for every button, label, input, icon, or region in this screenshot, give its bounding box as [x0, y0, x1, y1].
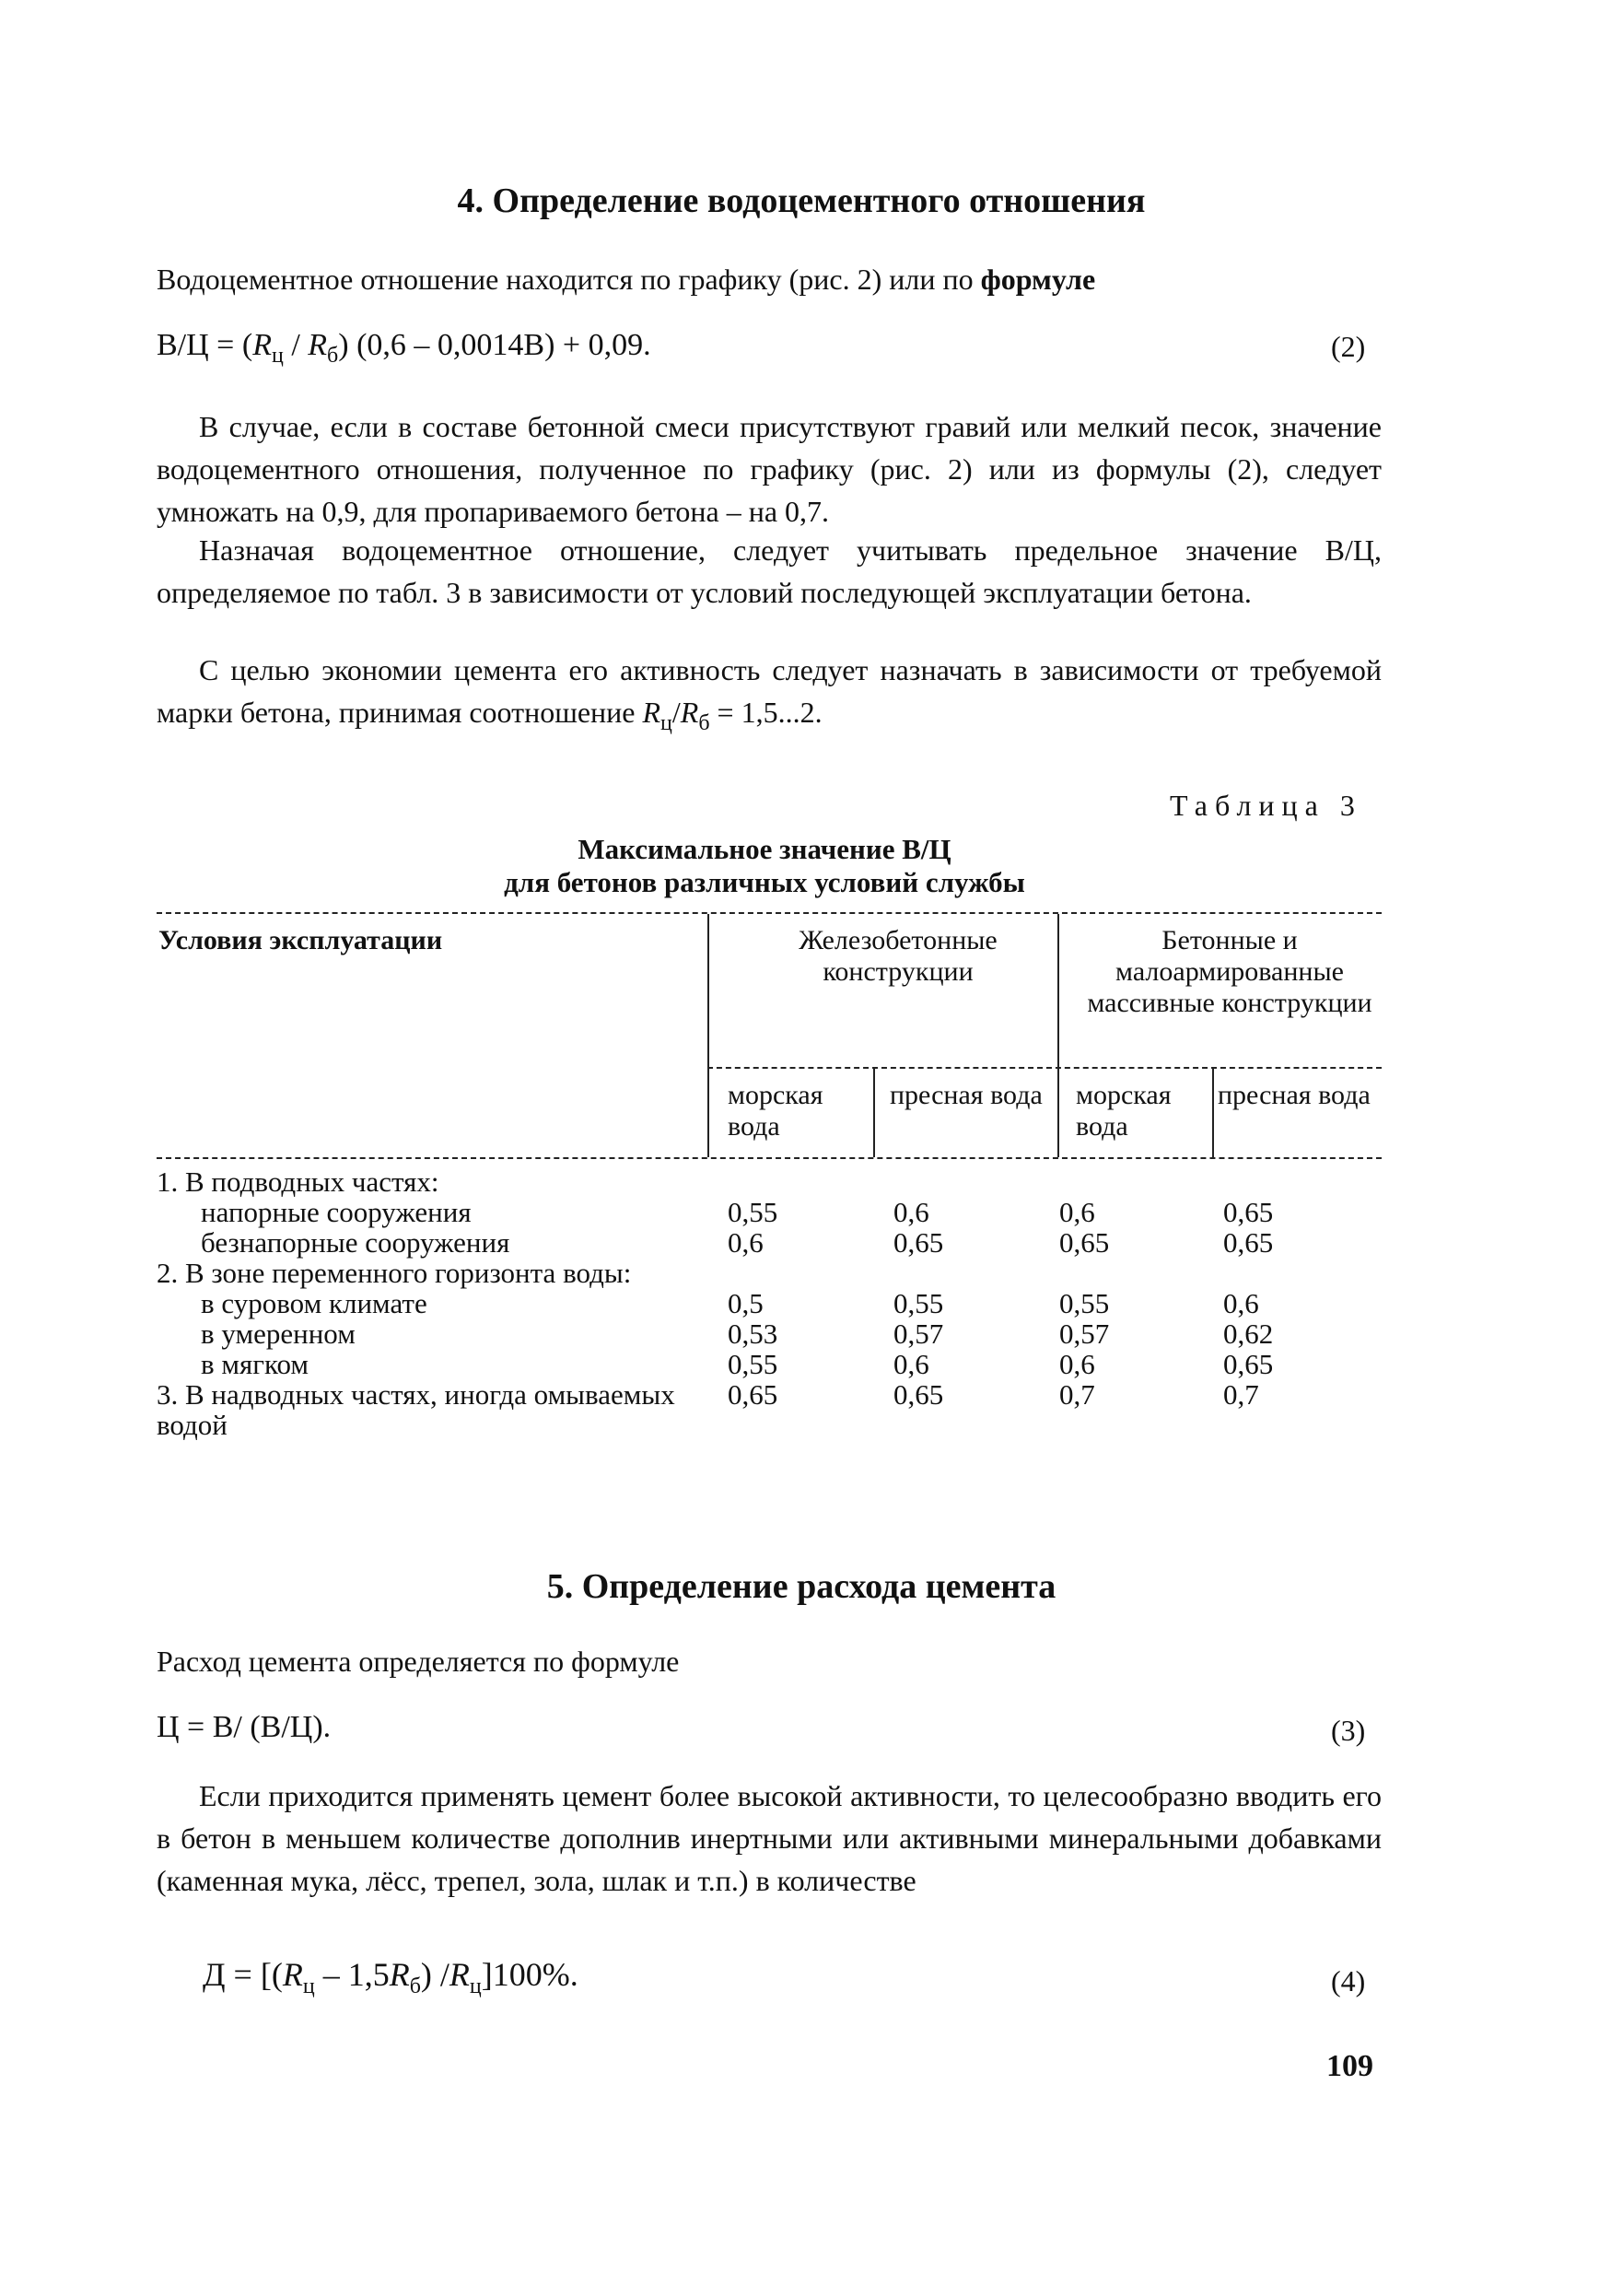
table-cell: 0,6 [893, 1196, 929, 1228]
table-vline-2 [1057, 914, 1059, 1157]
table-vline-3 [873, 1069, 875, 1157]
column-group-reinforced: Железобетонные конструкции [799, 925, 998, 987]
section-4-paragraph-1: В случае, если в составе бетонной смеси присутствуют гравий или мелкий песок, значение водоцементного отношения, полученное по графику (рис. 2) или из формулы (2), следует умножать на 0,9, для пропариваемого бетона – на 0,7. [157, 410, 1382, 528]
table-cell: 0,6 [893, 1348, 929, 1380]
table-cell: 0,55 [728, 1348, 778, 1380]
subheader-sea-2: морская вода [1076, 1080, 1172, 1142]
subheader-fresh-1: пресная вода [890, 1080, 1043, 1110]
table-caption-line-2: для бетонов различных условий службы [504, 866, 1025, 898]
table-row-label: напорные сооружения [201, 1196, 472, 1228]
formula-2-r2-sub: б [327, 344, 339, 368]
formula-4-rest: ]100%. [481, 1956, 578, 1993]
section-5-paragraph-1: Если приходится применять цемент более высокой активности, то целесообразно вводить его в бетон в меньшем количестве дополнив инертными или активными минеральными добавками (каменная мука, лёсс, трепел, зола, шлак и т.п.) в количестве [157, 1779, 1382, 1897]
formula-4-mid: – 1,5 [314, 1956, 390, 1993]
subheader-sea-1: морская вода [728, 1080, 823, 1142]
table-cell: 0,55 [1059, 1287, 1110, 1319]
para3-r1-sub: ц [660, 711, 672, 735]
table-cell: 0,65 [1223, 1348, 1274, 1380]
table-row-label: в суровом климате [201, 1287, 427, 1319]
table-top-rule [157, 912, 1382, 914]
table-header-mid-rule [707, 1067, 1382, 1069]
para3-r2: R [680, 696, 699, 729]
table-cell: 0,57 [1059, 1318, 1110, 1350]
formula-4-lhs: Д = [( [203, 1956, 283, 1993]
formula-4 [203, 1955, 578, 1999]
equation-number-2: (2) [1331, 330, 1366, 363]
formula-4-r2: R [389, 1956, 410, 1993]
table-cell: 0,55 [893, 1287, 944, 1319]
table-row-label: в мягком [201, 1348, 309, 1380]
para3-slash: / [671, 696, 681, 729]
formula-2-r1: R [252, 328, 272, 362]
section-4-paragraph-2: Назначая водоцементное отношение, следует учитывать предельное значение В/Ц, определяемое по табл. 3 в зависимости от условий последующей эксплуатации бетона. [157, 533, 1382, 609]
table-cell: 0,7 [1223, 1378, 1259, 1411]
formula-4-r2-sub: б [409, 1974, 421, 1998]
table-cell: 0,65 [893, 1378, 944, 1411]
subheader-fresh-2: пресная вода [1218, 1080, 1371, 1110]
table-row-label: в умеренном [201, 1318, 356, 1350]
table-header-bottom-rule [157, 1157, 1382, 1159]
table-cell: 0,65 [1223, 1226, 1274, 1259]
table-caption [387, 833, 1142, 899]
formula-4-mid2: ) / [420, 1956, 449, 1993]
table-row-label: 1. В подводных частях: [157, 1166, 439, 1198]
section-5-heading: 5. Определение расхода цемента [546, 1567, 1056, 1606]
table-caption-line-1: Максимальное значение В/Ц [578, 833, 951, 865]
table-cell: 0,6 [1223, 1287, 1259, 1319]
table-cell: 0,65 [1059, 1226, 1110, 1259]
table-cell: 0,62 [1223, 1318, 1274, 1350]
table-cell: 0,6 [1059, 1196, 1095, 1228]
table-cell: 0,55 [728, 1196, 778, 1228]
table-cell: 0,65 [1223, 1196, 1274, 1228]
equation-number-3: (3) [1331, 1714, 1366, 1747]
table-cell: 0,7 [1059, 1378, 1095, 1411]
column-header-conditions: Условия эксплуатации [158, 925, 443, 955]
table-cell: 0,57 [893, 1318, 944, 1350]
formula-2 [157, 328, 651, 369]
para3-r1: R [642, 696, 661, 729]
table-label: Таблица 3 [1170, 789, 1362, 822]
column-group-plain: Бетонные и малоармированные массивные конструкции [1087, 925, 1372, 1018]
formula-2-r1-sub: ц [271, 344, 284, 368]
formula-2-rest: ) (0,6 – 0,0014В) + 0,09. [338, 328, 651, 362]
section-4-paragraph-3 [157, 649, 1382, 744]
section-4-intro [157, 258, 1382, 300]
table-vline-1 [707, 914, 709, 1157]
table-cell: 0,53 [728, 1318, 778, 1350]
table-row-label: безнапорные сооружения [201, 1226, 510, 1259]
formula-4-r3-sub: ц [469, 1974, 482, 1998]
section-5-intro: Расход цемента определяется по формуле [157, 1645, 680, 1678]
table-row-label: 3. В надводных частях, иногда омываемых водой [157, 1378, 675, 1441]
formula-2-slash: / [283, 328, 309, 362]
intro-text: Водоцементное отношение находится по графику (рис. 2) или по [157, 263, 981, 296]
formula-4-r1: R [282, 1956, 303, 1993]
intro-bold-word: формуле [980, 263, 1096, 296]
table-cell: 0,5 [728, 1287, 764, 1319]
formula-3: Ц = В/ (В/Ц). [157, 1710, 332, 1744]
formula-4-r1-sub: ц [302, 1974, 315, 1998]
table-cell: 0,65 [728, 1378, 778, 1411]
para3-text: С целью экономии цемента его активность следует назначать в зависимости от требуемой марки бетона, принимая соотношение [157, 653, 1382, 729]
section-4-heading: 4. Определение водоцементного отношения [457, 182, 1146, 220]
formula-2-lhs: В/Ц = ( [157, 328, 253, 362]
table-cell: 0,6 [1059, 1348, 1095, 1380]
para3-post: = 1,5...2. [709, 696, 823, 729]
equation-number-4: (4) [1331, 1964, 1366, 1997]
table-cell: 0,6 [728, 1226, 764, 1259]
formula-2-r2: R [308, 328, 328, 362]
table-cell: 0,65 [893, 1226, 944, 1259]
table-row-label: 2. В зоне переменного горизонта воды: [157, 1257, 632, 1289]
para3-r2-sub: б [698, 711, 710, 735]
formula-4-r3: R [449, 1956, 470, 1993]
page-number: 109 [1326, 2049, 1373, 2083]
